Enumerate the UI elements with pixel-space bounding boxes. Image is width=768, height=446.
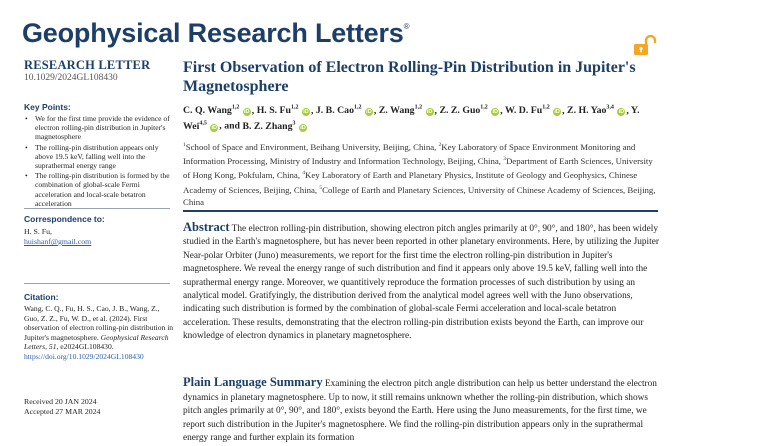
sidebar-divider <box>24 283 170 284</box>
pls-heading: Plain Language Summary <box>183 375 323 389</box>
author[interactable]: H. S. Fu$^{1,2}$ <box>256 105 299 117</box>
citation-journal: Geophysical Research Letters, 51, <box>24 332 169 351</box>
author[interactable]: Z. Z. Guo$^{1,2}$ <box>439 105 488 117</box>
author[interactable]: B. Z. Zhang$^3$ <box>242 120 296 132</box>
article-type: RESEARCH LETTER <box>24 58 151 72</box>
registered-mark: ® <box>403 22 410 31</box>
author[interactable]: J. B. Cao$^{1,2}$ <box>315 105 362 117</box>
author[interactable]: Z. Wang$^{1,2}$ <box>378 105 423 117</box>
sidebar <box>24 58 174 416</box>
correspondence-name: H. S. Fu, <box>24 227 52 236</box>
abstract <box>183 221 659 344</box>
orcid-icon[interactable]: iD <box>300 124 306 131</box>
orcid-icon[interactable]: iD <box>366 109 372 116</box>
citation-heading: Citation: <box>24 292 59 302</box>
abstract-text: The electron rolling-pin distribution, showing electron pitch angles primarily at 0°, 90°, and 180°, has been widely studied in the Earth's magnetosphere, but has never been reported in other planetary environments. Here, by utilizing the Jupiter Near-polar Orbiter (Juno) measurements, we report for the first time the electron rolling-pin distribution in Jupiter's magnetosphere. We reveal the energy range of such distribution and find it appears only above 19.5 keV, falling well into the suprathermal energy range. Moreover, we quantitively reproduce the formation processes of such distribution by using an analytical model. Gratifyingly, the distribution derived from the analytical model agrees well with the Juno observations, indicating such distribution is formed by the combination of global-scale Fermi acceleration and local-scale betatron acceleration. These results, demonstrating that the electron rolling-pin distribution exists beyond the Earth, can improve our knowledge of electron dynamics in planetary magnetosphere. <box>183 224 659 342</box>
citation-text: Wang, C. Q., Fu, H. S., Cao, J. B., Wang, Z., Guo, Z. Z., Fu, W. D., et al. (2024). First observation of electron rolling-pin distribution in Jupiter's magnetosphere. Geophysical Research Letters, 51, e2024GL108430. https://doi.org/10.1029/2024GL108430 <box>24 304 174 361</box>
orcid-icon[interactable]: iD <box>211 124 218 131</box>
journal-title[interactable]: Geophysical Research Letters® <box>22 18 410 48</box>
received-date: Received 20 JAN 2024 <box>24 397 97 406</box>
author[interactable]: Z. H. Yao$^{3,4}$ <box>567 105 614 117</box>
correspondence-email-link[interactable]: huishanf@gmail.com <box>24 237 92 246</box>
abstract-heading: Abstract <box>183 220 230 234</box>
open-lock-icon[interactable] <box>632 35 658 57</box>
pls-text: Examining the electron pitch angle distribution can help us better understand the electron dynamics in planetary magnetosphere. Up to now, it still remains unknown whether the rolling-pin distribution, which shows pitch angles primarily at 0°, 90°, and 180°, exists beyond the Earth. Here using the Juno measurements, for the first time, we report such distribution in the Jupiter's magnetosphere. We find the rolling-pin distribution appears only in the suprathermal energy range and further explain its formation <box>183 379 657 444</box>
author[interactable]: C. Q. Wang$^{1,2}$ <box>183 105 240 117</box>
main-content <box>183 58 659 444</box>
author[interactable]: Y. Wei$^{4,5}$ <box>183 105 640 132</box>
affiliations: $^1$School of Space and Environment, Beihang University, Beijing, China, $^2$Key Laboratory of Space Environment Monitoring and Information Processing, Ministry of Industry and Information Technology, Beijing, China, $^3$Department of Earth Sciences, University of Hong Kong, Pokfulam, China, $^4$Key Laboratory of Earth and Planetary Physics, Institute of Geology and Geophysics, Chinese Academy of Sciences, Beijing, China, $^5$College of Earth and Planetary Sciences, University of Chinese Academy of Sciences, Beijing, China <box>183 141 656 207</box>
key-point: • We for the first time provide the evidence of electron rolling-pin distribution in Jupiter's magnetosphere <box>24 114 174 142</box>
correspondence-heading: Correspondence to: <box>24 214 105 224</box>
orcid-icon[interactable]: iD <box>244 109 250 116</box>
key-point: • The rolling-pin distribution appears only above 19.5 keV, falling well into the suprathermal energy range <box>24 143 174 171</box>
plain-language-summary <box>183 376 659 446</box>
sidebar-divider <box>24 208 170 209</box>
author-list: C. Q. Wang$^{1,2}$ iD , H. S. Fu$^{1,2}$ iD , J. B. Cao$^{1,2}$ iD , Z. Wang$^{1,2}$ iD , Z. Z. Guo$^{1,2}$ iD , W. D. Fu$^{1,2}$ iD , Z. H. Yao$^{3,4}$ iD , Y. Wei$^{4,5}$ iD , and B. Z. Zhang$^3$ iD <box>183 105 640 132</box>
orcid-icon[interactable]: iD <box>554 109 560 116</box>
key-points-heading: Key Points: <box>24 102 71 112</box>
orcid-icon[interactable]: iD <box>303 109 309 116</box>
paper-title: First Observation of Electron Rolling-Pin Distribution in Jupiter's Magnetosphere <box>183 59 636 95</box>
doi[interactable]: 10.1029/2024GL108430 <box>24 73 118 83</box>
orcid-icon[interactable]: iD <box>618 109 625 116</box>
orcid-icon[interactable]: iD <box>492 109 498 116</box>
orcid-icon[interactable]: iD <box>426 109 433 116</box>
accepted-date: Accepted 27 MAR 2024 <box>24 407 101 416</box>
title-divider <box>183 210 658 212</box>
author[interactable]: W. D. Fu$^{1,2}$ <box>504 105 550 117</box>
key-point: • The rolling-pin distribution is formed by the combination of global-scale Fermi acceleration and local-scale betatron acceleration <box>24 171 174 208</box>
key-points-list <box>24 114 174 209</box>
citation-doi-link[interactable]: https://doi.org/10.1029/2024GL108430 <box>24 351 144 361</box>
